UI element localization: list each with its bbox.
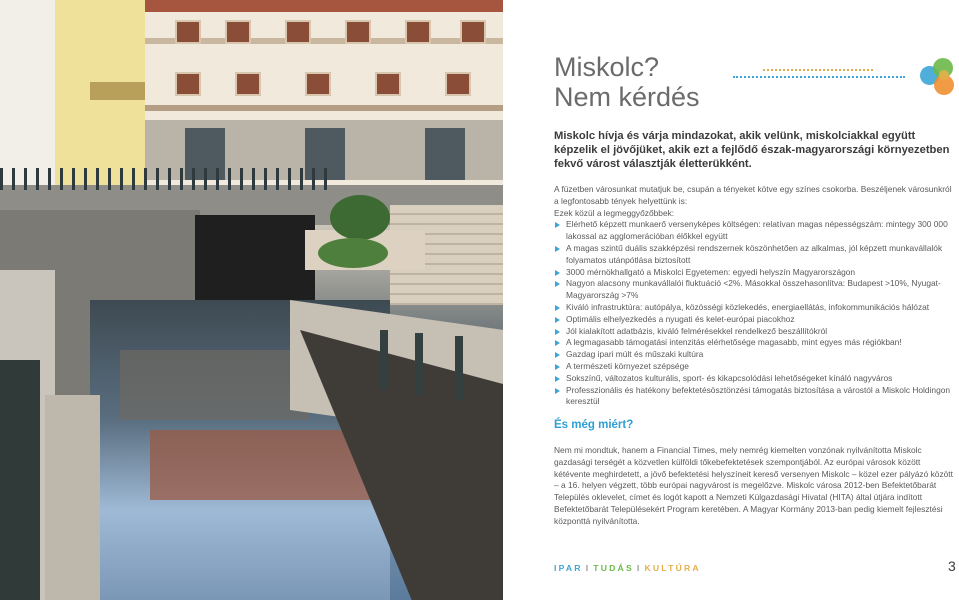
footer-tagline bbox=[554, 563, 701, 573]
facts-intro: A füzetben városunkat mutatjuk be, csupán a tényeket kötve egy színes csokorba. Beszéljenek városunkról a legfontosabb tények helyettünk is: bbox=[554, 184, 952, 206]
list-item: Sokszínű, változatos kulturális, sport- és kikapcsolódási lehetőségeket kínáló nagyváros bbox=[554, 373, 954, 385]
photo-chain-post bbox=[380, 330, 388, 390]
photo-tunnel bbox=[195, 215, 315, 305]
list-item: Elérhető képzett munkaerő versenyképes költségen: relatívan magas népességszám: mintegy 300 000 lakossal az agglomerációban élőkkel együtt bbox=[554, 219, 954, 243]
intro-paragraph: Miskolc hívja és várja mindazokat, akik velünk, miskolciakkal együtt képzelik el jövőjüket, akik ezt a fejlődő észak-magyarországi környezetben fekvő várost választják életterükként. bbox=[554, 130, 950, 170]
photo-window bbox=[235, 72, 261, 96]
financial-times-paragraph: Nem mi mondtuk, hanem a Financial Times, mely nemrég kiemelten vonzónak nyilvánította Miskolc gazdasági terségét a közvetlen külföldi tőkebefektetések szempontjából. Az európai városok között kétévente meghirdetett, a jövő befektetési helyszíneit kereső versenyen Miskolc – közel ezer pályázó között – a 16. helyen végzett, több európai nagyvárost is megelőzve. Miskolc városa 2012-ben Befektetőbarát Település oklevelet, címet és logót kapott a Nemzeti Külgazdasági Hivatal (HITA) által útjára indított Befektetőbarát Településekért Program keretében. A Magyar Kormány 2013-ban pedig kiemelt fejlesztési központtá nyilvánította. bbox=[554, 445, 953, 526]
photo-door bbox=[425, 128, 465, 180]
footer-word-ipar: IPAR bbox=[554, 563, 583, 573]
list-item: A magas szintű duális szakképzési rendszernek köszönhetően az alkalmas, jól képzett munkavállalók folyamatos utánpótlása biztosított bbox=[554, 243, 954, 267]
photo-pillar bbox=[45, 395, 100, 600]
list-item: A természeti környezet szépsége bbox=[554, 361, 954, 373]
photo-window bbox=[345, 20, 371, 44]
photo-railing bbox=[0, 168, 330, 190]
list-item: Optimális elhelyezkedés a nyugati és kelet-európai piacokhoz bbox=[554, 314, 954, 326]
photo-roof bbox=[145, 0, 503, 12]
photo-bush bbox=[318, 238, 388, 268]
facts-lead: Ezek közül a legmeggyőzőbbek: bbox=[554, 207, 675, 218]
facts-list bbox=[554, 219, 954, 408]
circle-yellow-icon bbox=[939, 70, 949, 80]
facts-section bbox=[554, 184, 954, 408]
footer-separator: I bbox=[636, 563, 642, 573]
photo-chain-post bbox=[455, 336, 463, 400]
footer-separator: I bbox=[585, 563, 591, 573]
section-heading: És még miért? bbox=[554, 419, 634, 431]
list-item: Gazdag ipari múlt és műszaki kultúra bbox=[554, 349, 954, 361]
page-title-line1: Miskolc? bbox=[554, 52, 660, 82]
list-item: Jól kialakított adatbázis, kiváló felmérésekkel rendelkező beszállítókról bbox=[554, 326, 954, 338]
page-number: 3 bbox=[948, 558, 956, 574]
photo-bush bbox=[330, 195, 390, 240]
list-item: Professzionális és hatékony befektetésösztönzési támogatás biztosítása a várostól a Miskolc Holdingon keresztül bbox=[554, 385, 954, 409]
list-item: Kiváló infrastruktúra: autópálya, közösségi közlekedés, energiaellátás, infokommunikációs hálózat bbox=[554, 302, 954, 314]
dotted-line-blue bbox=[733, 76, 905, 78]
photo-window bbox=[175, 20, 201, 44]
footer-word-tudas: TUDÁS bbox=[593, 563, 634, 573]
photo-reflection bbox=[150, 430, 370, 500]
dotted-line-yellow bbox=[763, 69, 873, 71]
photo-window bbox=[175, 72, 201, 96]
photo-window bbox=[285, 20, 311, 44]
list-item: Nagyon alacsony munkavállalói fluktuáció <2%. Másokkal összehasonlítva: Budapest >10%, Nyugat-Magyarország >7% bbox=[554, 278, 954, 302]
logo-circles-icon bbox=[918, 58, 958, 98]
decorative-dotted-lines bbox=[733, 69, 903, 79]
photo-window bbox=[305, 72, 331, 96]
photo-facade-stripe bbox=[145, 105, 503, 111]
list-item: 3000 mérnökhallgató a Miskolci Egyetemen: egyedi helyszín Magyarországon bbox=[554, 267, 954, 279]
photo-window bbox=[375, 72, 401, 96]
list-item: A legmagasabb támogatási intenzitás elérhetősége magasabb, mint egyes más régiókban! bbox=[554, 337, 954, 349]
photo-reflection bbox=[120, 350, 310, 420]
page-title bbox=[554, 52, 700, 112]
photo-window bbox=[225, 20, 251, 44]
footer-word-kultura: KULTÚRA bbox=[644, 563, 701, 573]
photo-window bbox=[405, 20, 431, 44]
photo-window bbox=[445, 72, 471, 96]
photo-chain-post bbox=[415, 333, 423, 395]
photo-window bbox=[460, 20, 486, 44]
page-title-line2: Nem kérdés bbox=[554, 82, 700, 112]
photo-lamp-post bbox=[0, 360, 40, 600]
